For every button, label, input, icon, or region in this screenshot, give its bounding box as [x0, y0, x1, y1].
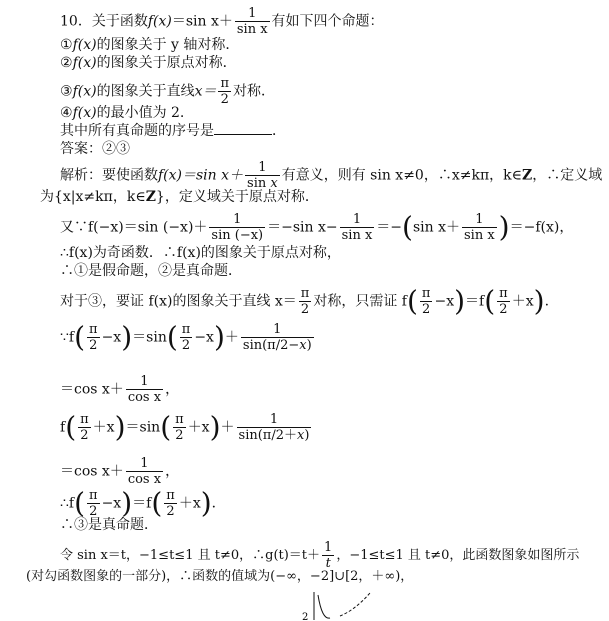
problem-number: 10．	[60, 13, 92, 30]
problem-stem: 10．关于函数f(x)＝sin x＋ $\frac{1}{\text{sin x}}$ 有如下四个命题：	[60, 6, 384, 37]
fraction: $\frac{1}{\text{sin x}}$	[236, 6, 268, 37]
solution-line-14: (对勾函数图象的一部分)，∴函数的值域为(−∞，−2]∪[2，＋∞)，	[26, 569, 414, 584]
proposition-1: ①f(x)的图象关于 y 轴对称．	[60, 37, 240, 53]
solution-line-12: ∴③是真命题．	[60, 517, 158, 533]
answer-line: 答案：②③	[60, 141, 130, 157]
graph-curve-left	[318, 595, 330, 618]
solution-line-5: ∴①是假命题，②是真命题．	[60, 263, 242, 279]
solution-line-3: 又∵f(−x)＝sin (−x)＋ $\frac{1}{\sin (-x)}$ ＝−sin x− $\frac{1}{\text{sin x}}$ ＝−(sin x＋ $\frac{1}{\text{sin x}}$ )＝−f(x)，	[60, 210, 574, 244]
proposition-2: ②f(x)的图象关于原点对称．	[60, 55, 237, 71]
solution-line-9: f( $\frac{\pi}{2}$ ＋x)＝sin( $\frac{\pi}{2}$ ＋x)＋ $\frac{1}{\sin(\pi/2+x)}$	[60, 410, 310, 444]
solution-line-4: ∴f(x)为奇函数．∴f(x)的图象关于原点对称，	[60, 245, 341, 261]
graph-label: 2	[302, 612, 309, 621]
graph-curve-right	[340, 593, 370, 616]
function-graph	[300, 590, 380, 621]
solution-line-10: ＝cos x＋ $\frac{1}{\text{cos x}}$ ，	[60, 456, 180, 487]
solution-line-11: ∴f( $\frac{\pi}{2}$ −x)＝f( $\frac{\pi}{2}$ ＋x)．	[60, 486, 226, 520]
solution-line-8: ＝cos x＋ $\frac{1}{\text{cos x}}$ ，	[60, 374, 180, 405]
solution-line-7: ∵f( $\frac{\pi}{2}$ −x)＝sin( $\frac{\pi}{2}$ −x)＋ $\frac{1}{\sin(\pi/2-x)}$	[60, 320, 312, 354]
question: 其中所有真命题的序号是 ．	[60, 123, 286, 139]
solution-line-1: 解析：要使函数f(x)＝sin x＋ $\frac{1}{\text{sin x}}$ 有意义，则有 sin x≠0，∴x≠kπ，k∈Z，∴定义域	[60, 160, 603, 191]
solution-line-6: 对于③，要证 f(x)的图象关于直线 x＝ $\frac{\pi}{2}$ 对称，只需证 f( $\frac{\pi}{2}$ −x)＝f( $\frac{\pi}{2}$ ＋x).	[60, 284, 550, 318]
solution-line-2: 为{x|x≠kπ，k∈Z}，定义域关于原点对称．	[40, 189, 319, 205]
proposition-3: ③f(x)的图象关于直线x＝ $\frac{\pi}{2}$ 对称．	[60, 76, 276, 107]
solution-line-13: 令 sin x＝t，−1≤t≤1 且 t≠0，∴g(t)＝t＋ $\frac{1}{t}$ ，−1≤t≤1 且 t≠0，此函数图象如图所示	[60, 540, 580, 571]
answer-blank	[214, 122, 272, 135]
proposition-4: ④f(x)的最小值为 2.	[60, 105, 185, 121]
